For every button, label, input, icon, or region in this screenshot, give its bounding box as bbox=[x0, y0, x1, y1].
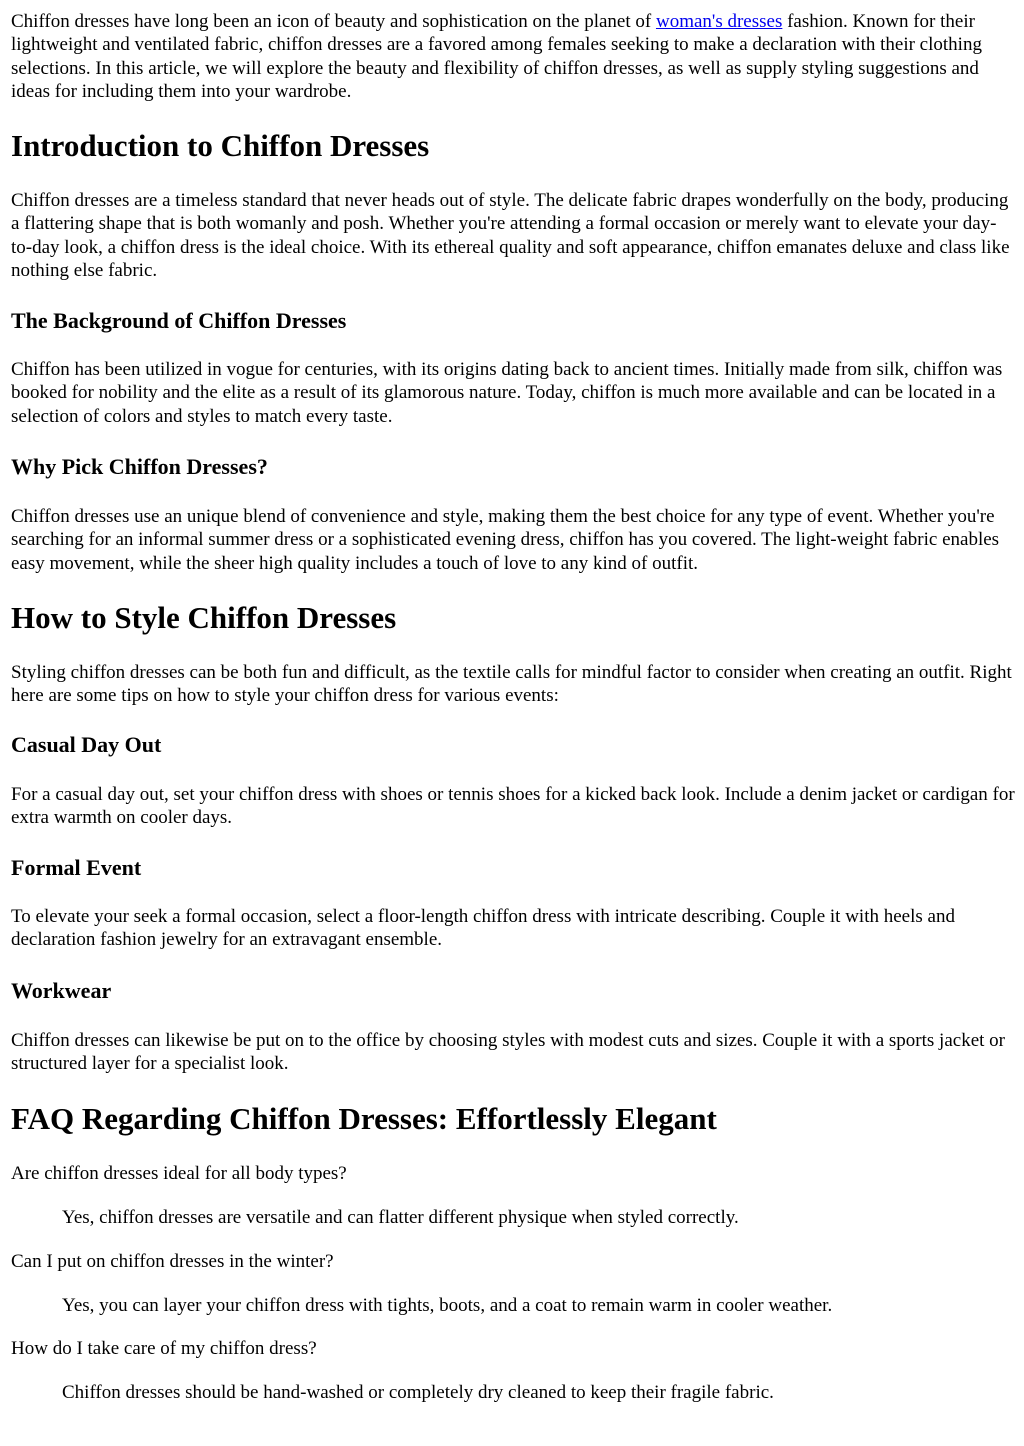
heading-workwear: Workwear bbox=[11, 978, 112, 1003]
heading-how-to-style: How to Style Chiffon Dresses bbox=[11, 600, 397, 635]
workwear-paragraph: Chiffon dresses can likewise be put on to the office by choosing styles with modest cuts and sizes. Couple it with a sports jacket or structured layer for a specialist look. bbox=[11, 1030, 1005, 1075]
intro-paragraph bbox=[11, 10, 1016, 103]
heading-casual-day-out: Casual Day Out bbox=[11, 732, 162, 757]
faq-question: Are chiffon dresses ideal for all body types? bbox=[11, 1163, 347, 1184]
heading-formal-event: Formal Event bbox=[11, 855, 142, 880]
formal-event-paragraph: To elevate your seek a formal occasion, select a floor-length chiffon dress with intricate describing. Couple it with heels and declaration fashion jewelry for an extravagant ensemble. bbox=[11, 906, 955, 951]
heading-background: The Background of Chiffon Dresses bbox=[11, 308, 347, 333]
heading-faq: FAQ Regarding Chiffon Dresses: Effortlessly Elegant bbox=[11, 1101, 717, 1136]
faq-answer: Yes, you can layer your chiffon dress with tights, boots, and a coat to remain warm in cooler weather. bbox=[62, 1295, 833, 1316]
how-to-style-paragraph: Styling chiffon dresses can be both fun and difficult, as the textile calls for mindful factor to consider when creating an outfit. Right here are some tips on how to style your chiffon dress for various events: bbox=[11, 662, 1012, 707]
intro-text-after-link: fashion. Known for their lightweight and ventilated fabric, chiffon dresses are a favored among females seeking to make a declaration with their clothing selections. In this article, we will explore the beauty and flexibility of chiffon dresses, as well as supply styling suggestions and ideas for including them into your wardrobe. bbox=[11, 11, 982, 102]
introduction-paragraph: Chiffon dresses are a timeless standard that never heads out of style. The delicate fabric drapes wonderfully on the body, producing a flattering shape that is both womanly and posh. Whether you're attending a formal occasion or merely want to elevate your day-to-day look, a chiffon dress is the ideal choice. With its ethereal quality and soft appearance, chiffon emanates deluxe and class like nothing else fabric. bbox=[11, 190, 1010, 281]
womans-dresses-link[interactable]: woman's dresses bbox=[655, 11, 783, 32]
faq-question: How do I take care of my chiffon dress? bbox=[11, 1338, 317, 1359]
faq-answer: Yes, chiffon dresses are versatile and can flatter different physique when styled correctly. bbox=[62, 1207, 739, 1228]
faq-answer: Chiffon dresses should be hand-washed or completely dry cleaned to keep their fragile fabric. bbox=[62, 1382, 774, 1403]
background-paragraph: Chiffon has been utilized in vogue for centuries, with its origins dating back to ancient times. Initially made from silk, chiffon was booked for nobility and the elite as a result of its glamorous nature. Today, chiffon is much more available and can be located in a selection of colors and styles to match every taste. bbox=[11, 359, 1003, 427]
casual-day-out-paragraph: For a casual day out, set your chiffon dress with shoes or tennis shoes for a kicked back look. Include a denim jacket or cardigan for extra warmth on cooler days. bbox=[11, 784, 1015, 829]
intro-text-before-link: Chiffon dresses have long been an icon of beauty and sophistication on the planet of bbox=[11, 11, 656, 32]
why-pick-paragraph: Chiffon dresses use an unique blend of convenience and style, making them the best choice for any type of event. Whether you're searching for an informal summer dress or a sophisticated evening dress, chiffon has you covered. The light-weight fabric enables easy movement, while the sheer high quality includes a touch of love to any kind of outfit. bbox=[11, 506, 1000, 574]
faq-question: Can I put on chiffon dresses in the winter? bbox=[11, 1251, 334, 1272]
heading-why-pick: Why Pick Chiffon Dresses? bbox=[11, 454, 268, 479]
heading-introduction: Introduction to Chiffon Dresses bbox=[11, 128, 430, 163]
